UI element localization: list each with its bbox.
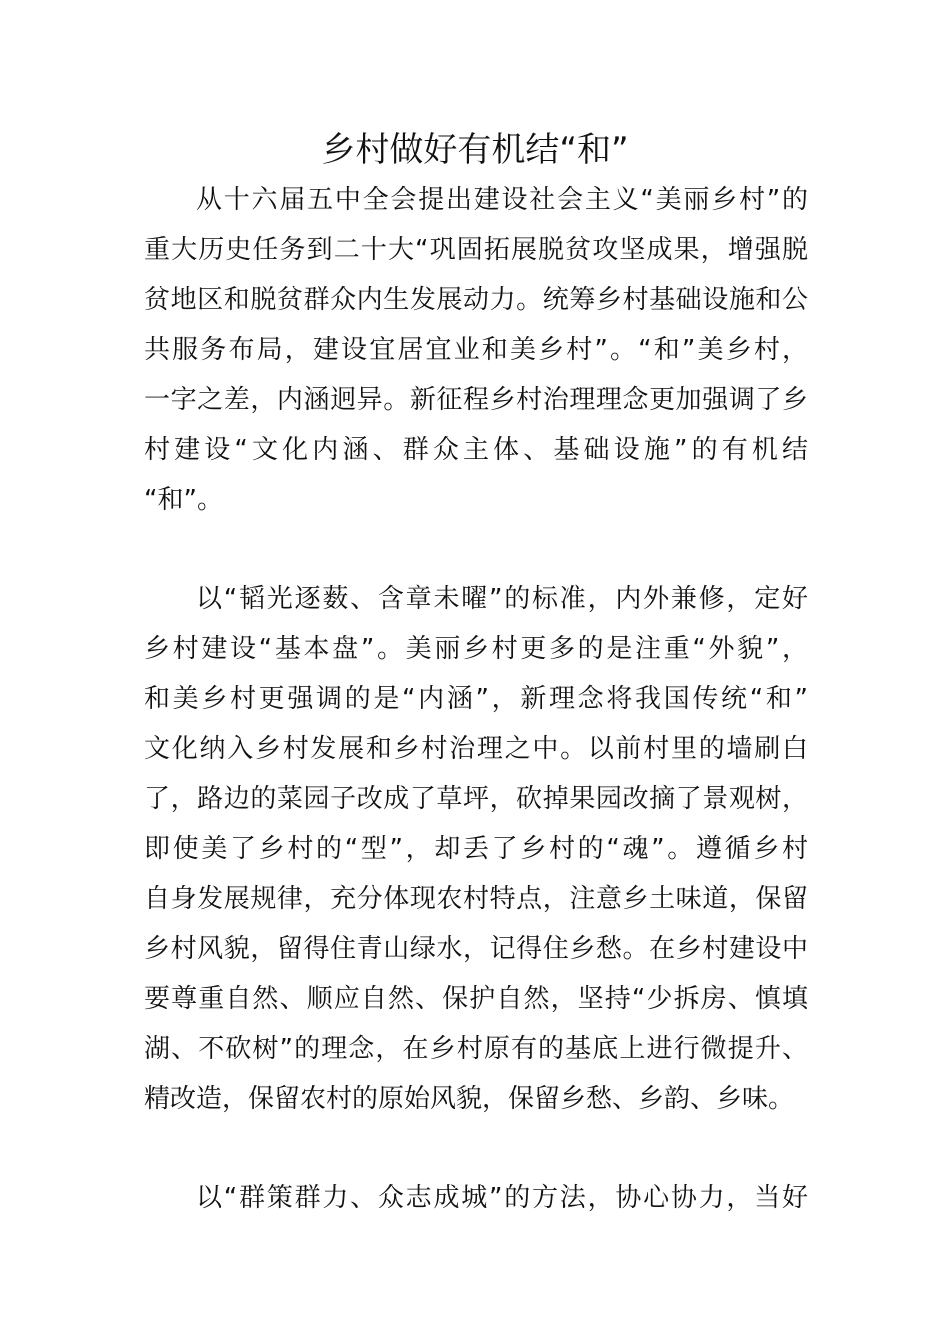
paragraph-1-line-2: 重大历史任务到二十大“巩固拓展脱贫攻坚成果，增强脱 [144,235,808,265]
paragraph-2-line-9: 要尊重自然、顺应自然、保护自然，坚持“少拆房、慎填 [144,984,808,1014]
paragraph-2-line-3: 和美乡村更强调的是“内涵”，新理念将我国传统“和” [144,684,808,714]
paragraph-1-line-5: 一字之差，内涵迥异。新征程乡村治理理念更加强调了乡 [144,385,808,415]
paragraph-1-line-3: 贫地区和脱贫群众内生发展动力。统筹乡村基础设施和公 [144,285,808,315]
paragraph-1-line-4: 共服务布局，建设宜居宜业和美乡村”。“和”美乡村， [144,335,808,365]
paragraph-1-line-1: 从十六届五中全会提出建设社会主义“美丽乡村”的 [196,185,808,215]
paragraph-2-line-6: 即使美了乡村的“型”，却丢了乡村的“魂”。遵循乡村 [144,834,808,864]
paragraph-2-line-4: 文化纳入乡村发展和乡村治理之中。以前村里的墙刷白 [144,734,808,764]
paragraph-1-line-7: “和”。 [144,485,223,515]
paragraph-2-line-8: 乡村风貌，留得住青山绿水，记得住乡愁。在乡村建设中 [144,934,808,964]
paragraph-1-line-6: 村建设“文化内涵、群众主体、基础设施”的有机结 [144,435,808,465]
paragraph-2-line-11: 精改造，保留农村的原始风貌，保留乡愁、乡韵、乡味。 [144,1084,795,1114]
paragraph-2-line-5: 了，路边的菜园子改成了草坪，砍掉果园改摘了景观树， [144,784,808,814]
paragraph-2-line-10: 湖、不砍树”的理念，在乡村原有的基底上进行微提升、 [144,1034,808,1064]
document-title: 乡村做好有机结“和” [321,130,629,170]
paragraph-3-line-1: 以“群策群力、众志成城”的方法，协心协力，当好 [196,1183,808,1213]
paragraph-2-line-1: 以“韬光逐薮、含章未曜”的标准，内外兼修，定好 [196,584,808,614]
paragraph-2-line-7: 自身发展规律，充分体现农村特点，注意乡土味道，保留 [144,884,808,914]
paragraph-2-line-2: 乡村建设“基本盘”。美丽乡村更多的是注重“外貌”， [144,634,808,664]
